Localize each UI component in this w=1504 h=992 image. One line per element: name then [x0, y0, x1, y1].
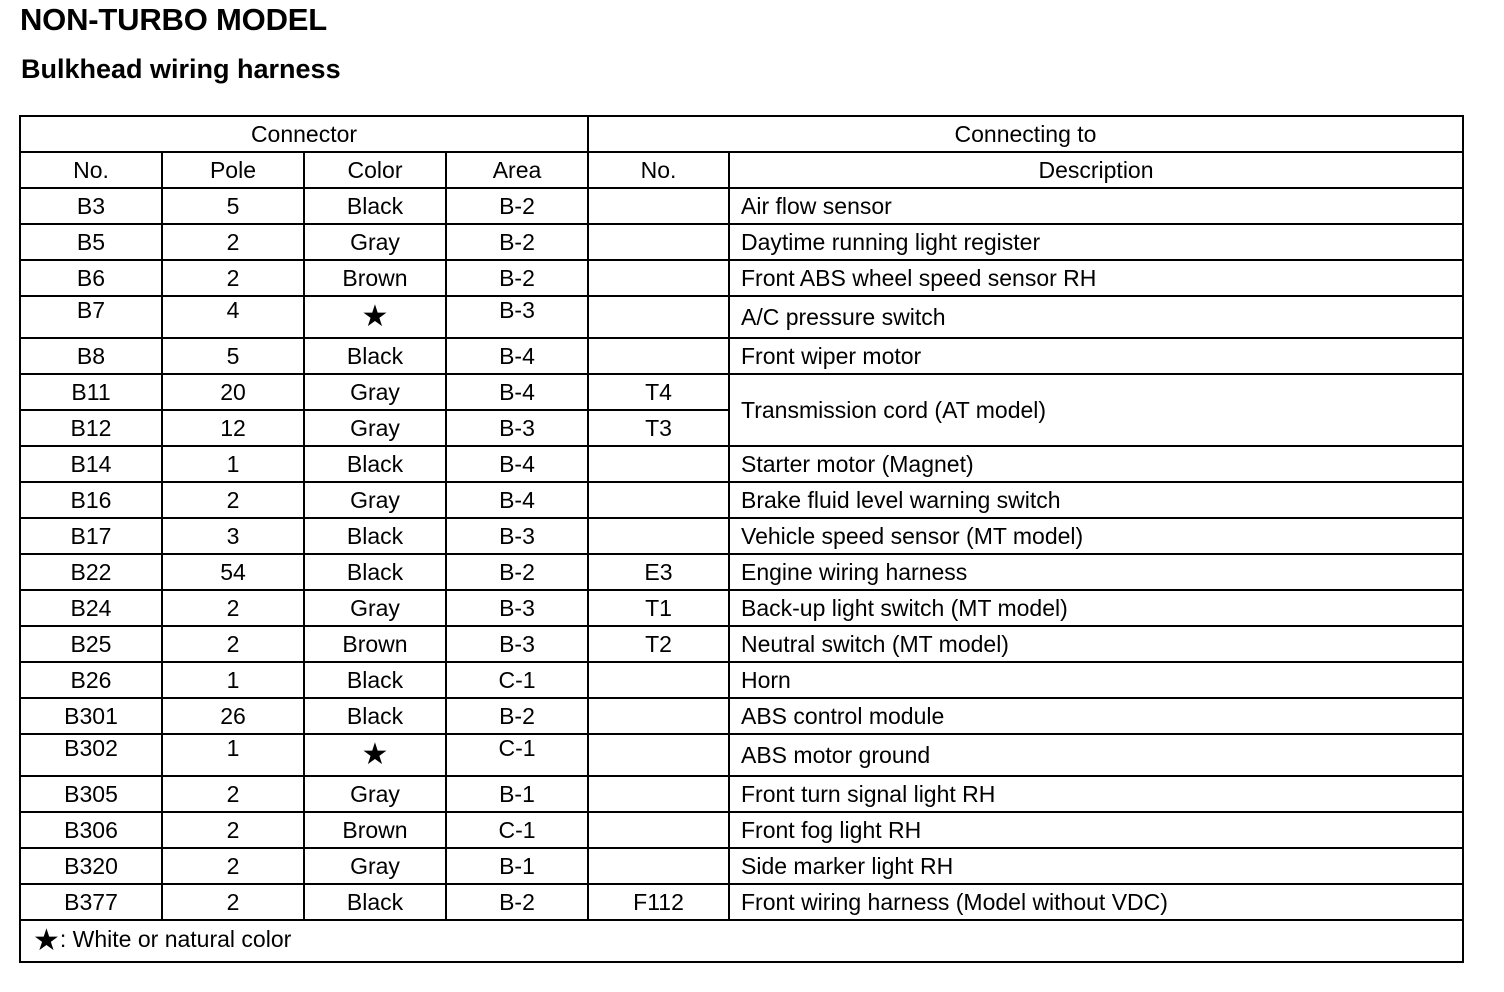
- cell-no: B305: [20, 776, 162, 812]
- cell-connecting-no: [588, 776, 729, 812]
- table-row: [20, 662, 1463, 698]
- star-icon: ★: [33, 924, 60, 957]
- table-row: [20, 296, 1463, 338]
- cell-area: B-2: [446, 188, 588, 224]
- star-icon: ★: [361, 300, 389, 333]
- cell-connecting-no: [588, 224, 729, 260]
- cell-color: Brown: [304, 626, 446, 662]
- table-row: [20, 776, 1463, 812]
- cell-description: Side marker light RH: [729, 848, 1463, 884]
- cell-description: Front wiper motor: [729, 338, 1463, 374]
- cell-no: B377: [20, 884, 162, 920]
- cell-no: B22: [20, 554, 162, 590]
- cell-pole: 2: [162, 812, 304, 848]
- cell-description: ABS control module: [729, 698, 1463, 734]
- cell-description: Vehicle speed sensor (MT model): [729, 518, 1463, 554]
- cell-area: B-4: [446, 374, 588, 410]
- cell-pole: 2: [162, 482, 304, 518]
- cell-area: B-4: [446, 482, 588, 518]
- cell-description: Back-up light switch (MT model): [729, 590, 1463, 626]
- cell-color: Gray: [304, 590, 446, 626]
- cell-no: B301: [20, 698, 162, 734]
- star-icon: ★: [361, 738, 389, 771]
- cell-area: B-3: [446, 590, 588, 626]
- cell-description: ABS motor ground: [729, 734, 1463, 776]
- cell-area: B-1: [446, 848, 588, 884]
- cell-no: B11: [20, 374, 162, 410]
- cell-description: Brake fluid level warning switch: [729, 482, 1463, 518]
- cell-no: B26: [20, 662, 162, 698]
- cell-connecting-no: T1: [588, 590, 729, 626]
- cell-color: Black: [304, 884, 446, 920]
- cell-color: Black: [304, 188, 446, 224]
- cell-pole: 1: [162, 446, 304, 482]
- table-row: [20, 260, 1463, 296]
- cell-connecting-no: [588, 848, 729, 884]
- header-no: No.: [20, 152, 162, 188]
- table-row: [20, 446, 1463, 482]
- cell-area: C-1: [446, 662, 588, 698]
- cell-color: [304, 734, 446, 776]
- cell-description: Daytime running light register: [729, 224, 1463, 260]
- table-row: [20, 518, 1463, 554]
- cell-no: B12: [20, 410, 162, 446]
- table-row: [20, 554, 1463, 590]
- header-row-groups: [20, 116, 1463, 152]
- cell-description: Starter motor (Magnet): [729, 446, 1463, 482]
- cell-color: [304, 296, 446, 338]
- table-row: [20, 626, 1463, 662]
- cell-connecting-no: [588, 446, 729, 482]
- header-connecting-no: No.: [588, 152, 729, 188]
- cell-color: Black: [304, 338, 446, 374]
- cell-color: Gray: [304, 224, 446, 260]
- table-row: [20, 224, 1463, 260]
- cell-color: Black: [304, 518, 446, 554]
- cell-area: B-3: [446, 626, 588, 662]
- cell-connecting-no: T4: [588, 374, 729, 410]
- cell-color: Gray: [304, 776, 446, 812]
- cell-color: Gray: [304, 482, 446, 518]
- cell-no: B17: [20, 518, 162, 554]
- cell-no: B306: [20, 812, 162, 848]
- cell-area: C-1: [446, 812, 588, 848]
- cell-pole: 20: [162, 374, 304, 410]
- table-row: [20, 338, 1463, 374]
- cell-no: B3: [20, 188, 162, 224]
- cell-area: B-3: [446, 296, 588, 338]
- cell-color: Black: [304, 446, 446, 482]
- cell-no: B302: [20, 734, 162, 776]
- cell-pole: 26: [162, 698, 304, 734]
- cell-connecting-no: T2: [588, 626, 729, 662]
- cell-pole: 3: [162, 518, 304, 554]
- header-connector: Connector: [20, 116, 588, 152]
- cell-no: B24: [20, 590, 162, 626]
- cell-color: Black: [304, 662, 446, 698]
- table-row: [20, 374, 1463, 410]
- cell-no: B16: [20, 482, 162, 518]
- cell-pole: 2: [162, 590, 304, 626]
- cell-area: B-3: [446, 410, 588, 446]
- cell-description: Front wiring harness (Model without VDC): [729, 884, 1463, 920]
- cell-connecting-no: [588, 812, 729, 848]
- cell-pole: 1: [162, 662, 304, 698]
- cell-no: B8: [20, 338, 162, 374]
- cell-connecting-no: T3: [588, 410, 729, 446]
- footnote: [20, 920, 1463, 962]
- cell-description: Horn: [729, 662, 1463, 698]
- header-row-columns: [20, 152, 1463, 188]
- cell-connecting-no: [588, 662, 729, 698]
- cell-area: B-2: [446, 884, 588, 920]
- cell-pole: 4: [162, 296, 304, 338]
- cell-color: Brown: [304, 812, 446, 848]
- header-description: Description: [729, 152, 1463, 188]
- cell-color: Black: [304, 554, 446, 590]
- header-pole: Pole: [162, 152, 304, 188]
- cell-connecting-no: [588, 260, 729, 296]
- cell-color: Black: [304, 698, 446, 734]
- cell-area: B-4: [446, 338, 588, 374]
- cell-pole: 2: [162, 848, 304, 884]
- cell-description: Neutral switch (MT model): [729, 626, 1463, 662]
- harness-table: [19, 115, 1464, 963]
- cell-connecting-no: [588, 734, 729, 776]
- footnote-row: [20, 920, 1463, 962]
- table-row: [20, 884, 1463, 920]
- page-title: NON-TURBO MODEL: [20, 2, 327, 37]
- header-connecting-to: Connecting to: [588, 116, 1463, 152]
- cell-pole: 1: [162, 734, 304, 776]
- cell-area: B-2: [446, 698, 588, 734]
- cell-description: Engine wiring harness: [729, 554, 1463, 590]
- table-row: [20, 734, 1463, 776]
- table-row: [20, 482, 1463, 518]
- cell-description: Front turn signal light RH: [729, 776, 1463, 812]
- cell-pole: 5: [162, 338, 304, 374]
- table-row: [20, 698, 1463, 734]
- cell-connecting-no: [588, 482, 729, 518]
- cell-no: B25: [20, 626, 162, 662]
- cell-area: B-2: [446, 224, 588, 260]
- table-row: [20, 848, 1463, 884]
- cell-pole: 54: [162, 554, 304, 590]
- footnote-text: : White or natural color: [59, 926, 292, 952]
- cell-no: B14: [20, 446, 162, 482]
- cell-area: B-4: [446, 446, 588, 482]
- cell-no: B320: [20, 848, 162, 884]
- cell-color: Gray: [304, 410, 446, 446]
- cell-color: Gray: [304, 848, 446, 884]
- cell-area: B-2: [446, 260, 588, 296]
- cell-color: Gray: [304, 374, 446, 410]
- cell-color: Brown: [304, 260, 446, 296]
- cell-connecting-no: [588, 338, 729, 374]
- table-row: [20, 812, 1463, 848]
- table-row: [20, 590, 1463, 626]
- cell-area: B-3: [446, 518, 588, 554]
- cell-description: A/C pressure switch: [729, 296, 1463, 338]
- cell-area: B-1: [446, 776, 588, 812]
- cell-pole: 2: [162, 626, 304, 662]
- header-color: Color: [304, 152, 446, 188]
- cell-description: Front ABS wheel speed sensor RH: [729, 260, 1463, 296]
- cell-no: B5: [20, 224, 162, 260]
- cell-pole: 5: [162, 188, 304, 224]
- cell-no: B7: [20, 296, 162, 338]
- cell-description: Transmission cord (AT model): [729, 374, 1463, 446]
- cell-no: B6: [20, 260, 162, 296]
- header-area: Area: [446, 152, 588, 188]
- cell-connecting-no: [588, 698, 729, 734]
- table-row: [20, 188, 1463, 224]
- cell-description: Air flow sensor: [729, 188, 1463, 224]
- cell-pole: 12: [162, 410, 304, 446]
- cell-description: Front fog light RH: [729, 812, 1463, 848]
- page-subtitle: Bulkhead wiring harness: [21, 54, 341, 84]
- cell-connecting-no: [588, 518, 729, 554]
- cell-pole: 2: [162, 776, 304, 812]
- cell-connecting-no: [588, 188, 729, 224]
- cell-pole: 2: [162, 260, 304, 296]
- cell-connecting-no: E3: [588, 554, 729, 590]
- cell-pole: 2: [162, 884, 304, 920]
- cell-connecting-no: F112: [588, 884, 729, 920]
- cell-area: B-2: [446, 554, 588, 590]
- cell-connecting-no: [588, 296, 729, 338]
- cell-pole: 2: [162, 224, 304, 260]
- cell-area: C-1: [446, 734, 588, 776]
